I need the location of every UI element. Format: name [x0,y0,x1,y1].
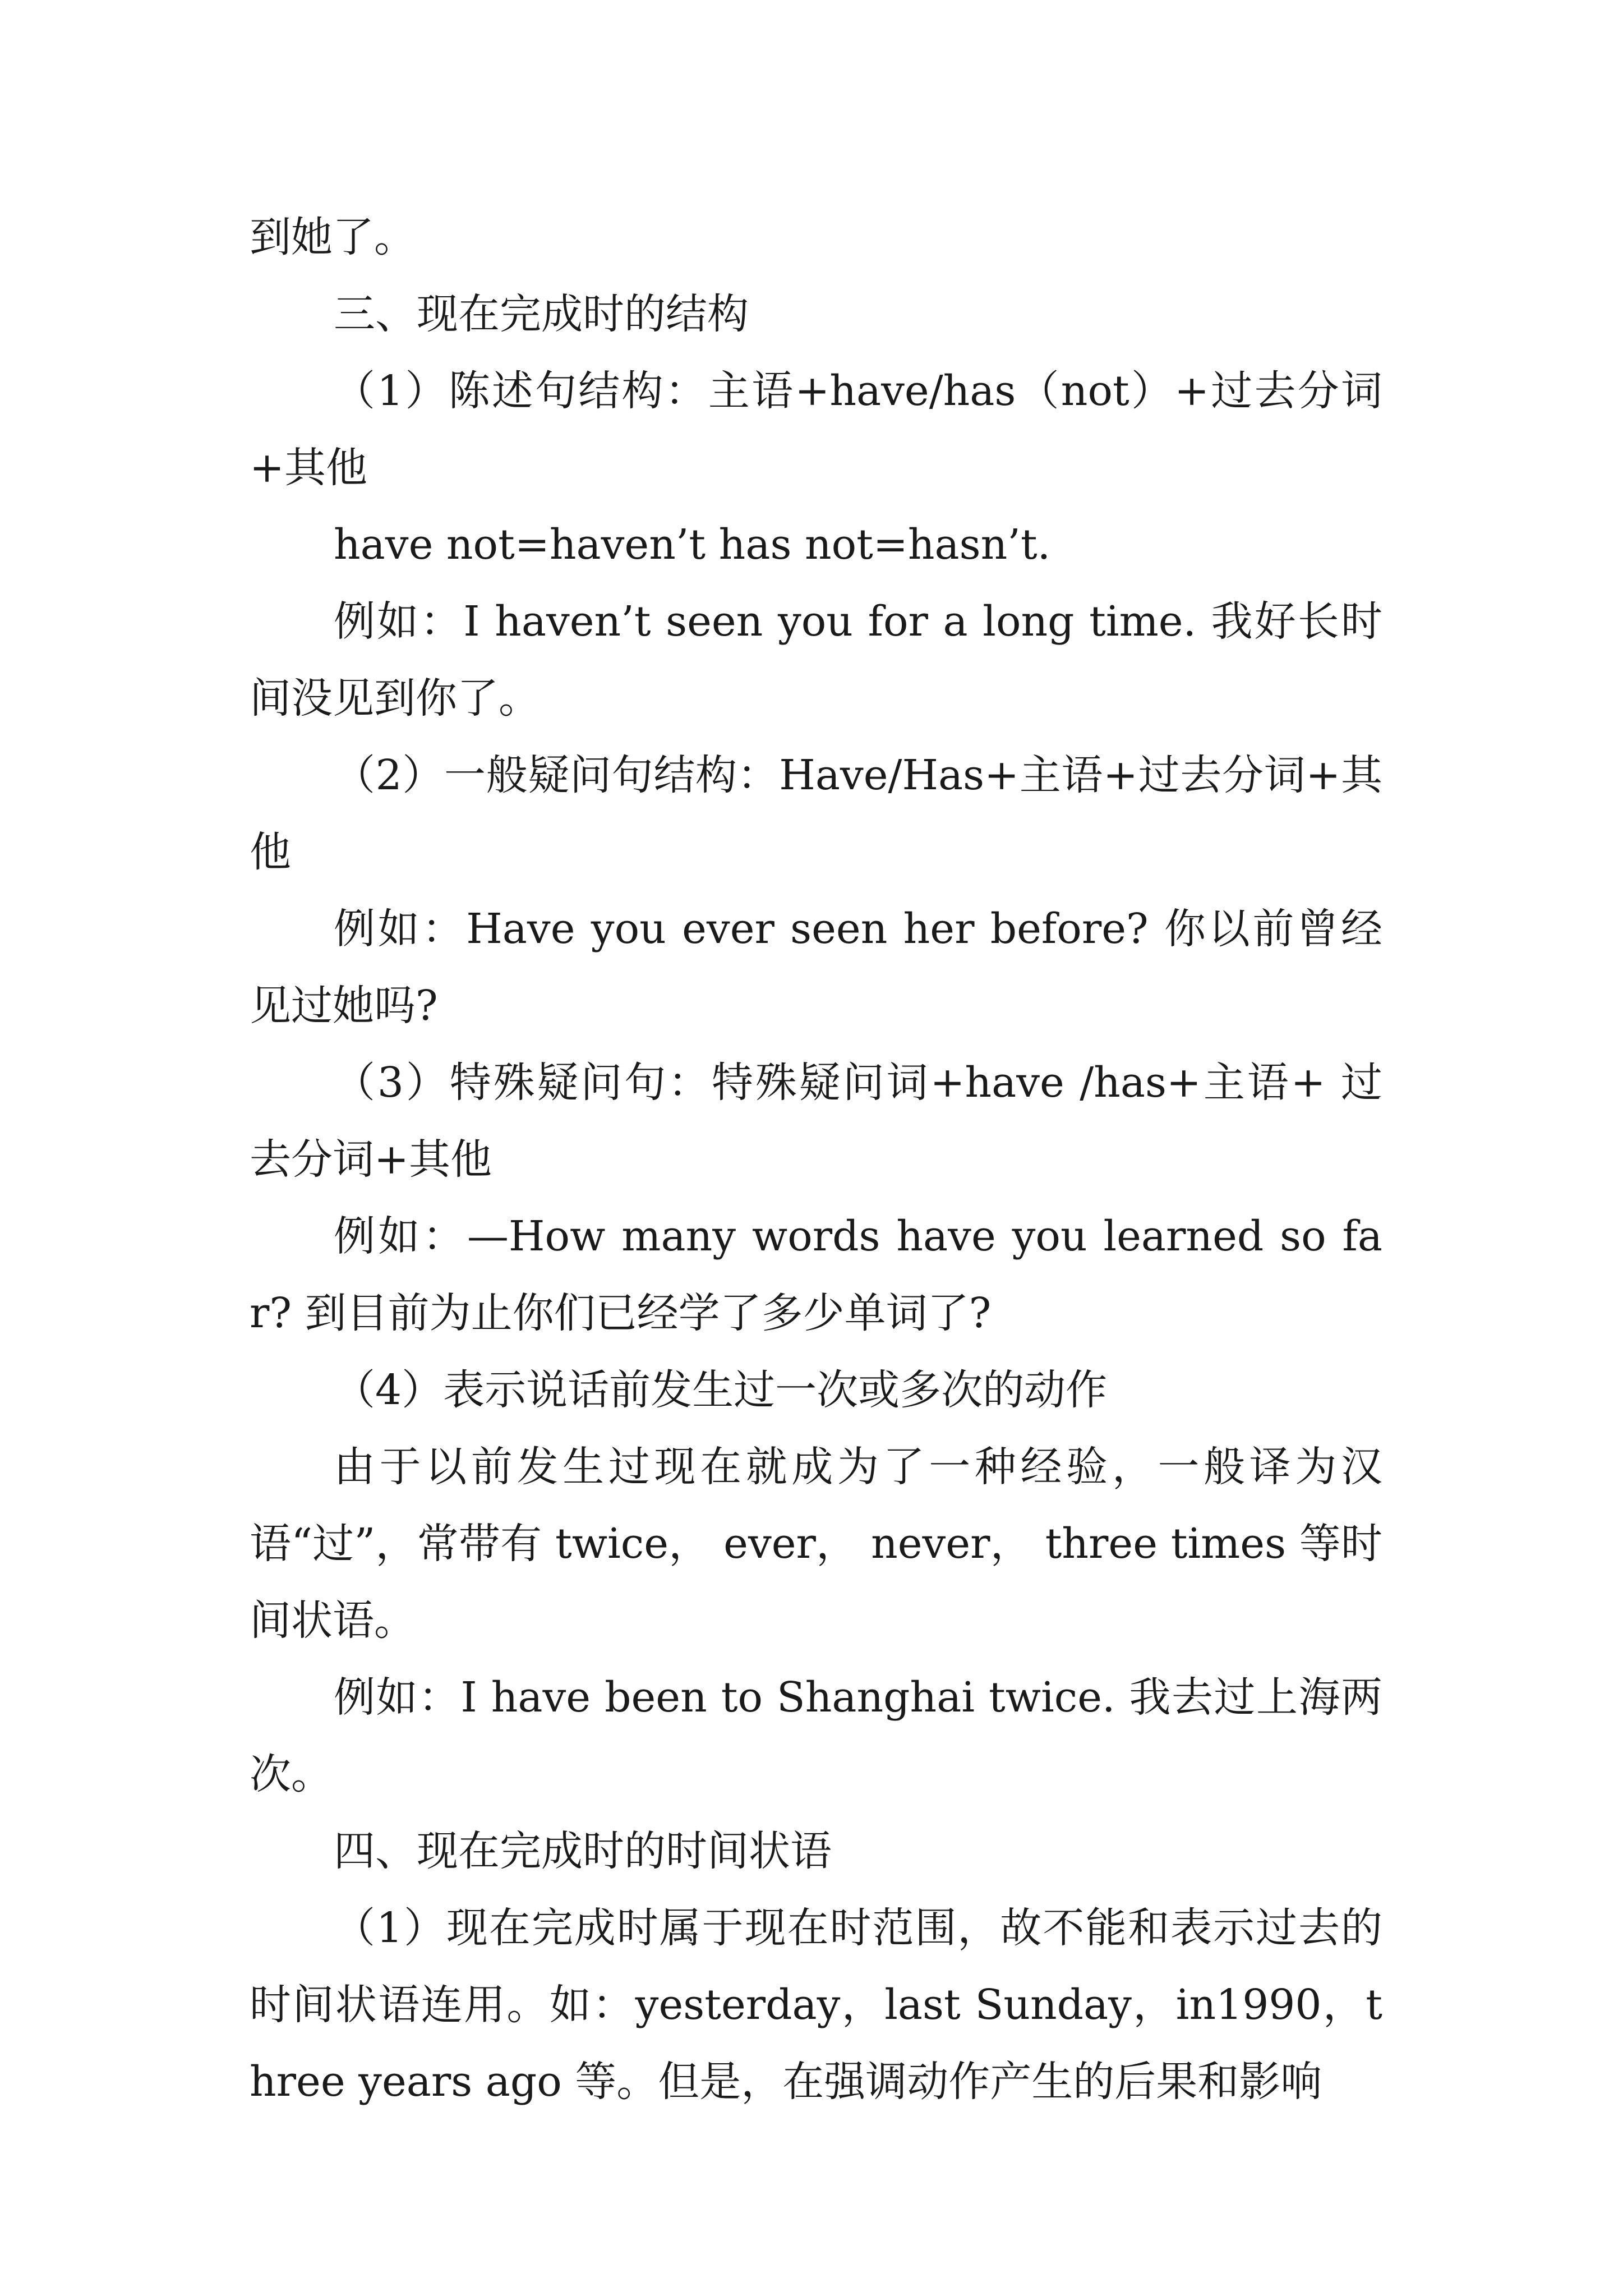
paragraph-experience: （4）表示说话前发生过一次或多次的动作 [334,1366,1108,1414]
paragraph-example-1: 例如：I haven’t seen you for a long time. 我好长时间没见到你了。 [250,597,1382,723]
paragraph-wh-question: （3）特殊疑问句：特殊疑问词+have /has+主语+ 过去分词+其他 [250,1059,1382,1184]
paragraph-time-adverbials: （1）现在完成时属于现在时范围，故不能和表示过去的时间状语连用。如：yesterday，last Sunday，in1990，three years ago 等。但是，在强调动作产生的后果和影响 [250,1904,1382,2106]
heading-time-adverbials: 四、现在完成时的时间状语 [334,1827,832,1875]
paragraph-example-3: 例如：—How many words have you learned so far? 到目前为止你们已经学了多少单词了? [250,1212,1382,1337]
document-body [250,199,1382,2120]
heading-structure: 三、现在完成时的结构 [334,290,749,338]
paragraph-yes-no-question: （2）一般疑问句结构：Have/Has+主语+过去分词+其他 [250,751,1382,876]
paragraph-contractions: have not=haven’t has not=hasn’t. [334,521,1051,569]
paragraph-declarative: （1）陈述句结构：主语+have/has（not）+过去分词+其他 [250,367,1382,492]
paragraph-experience-explanation: 由于以前发生过现在就成为了一种经验，一般译为汉语“过”，常带有 twice， ever， never， three times 等时间状语。 [250,1443,1382,1645]
paragraph-1: 到她了。 [250,213,416,261]
paragraph-example-2: 例如：Have you ever seen her before? 你以前曾经见过她吗? [250,905,1382,1030]
paragraph-example-4: 例如：I have been to Shanghai twice. 我去过上海两次。 [250,1673,1382,1798]
